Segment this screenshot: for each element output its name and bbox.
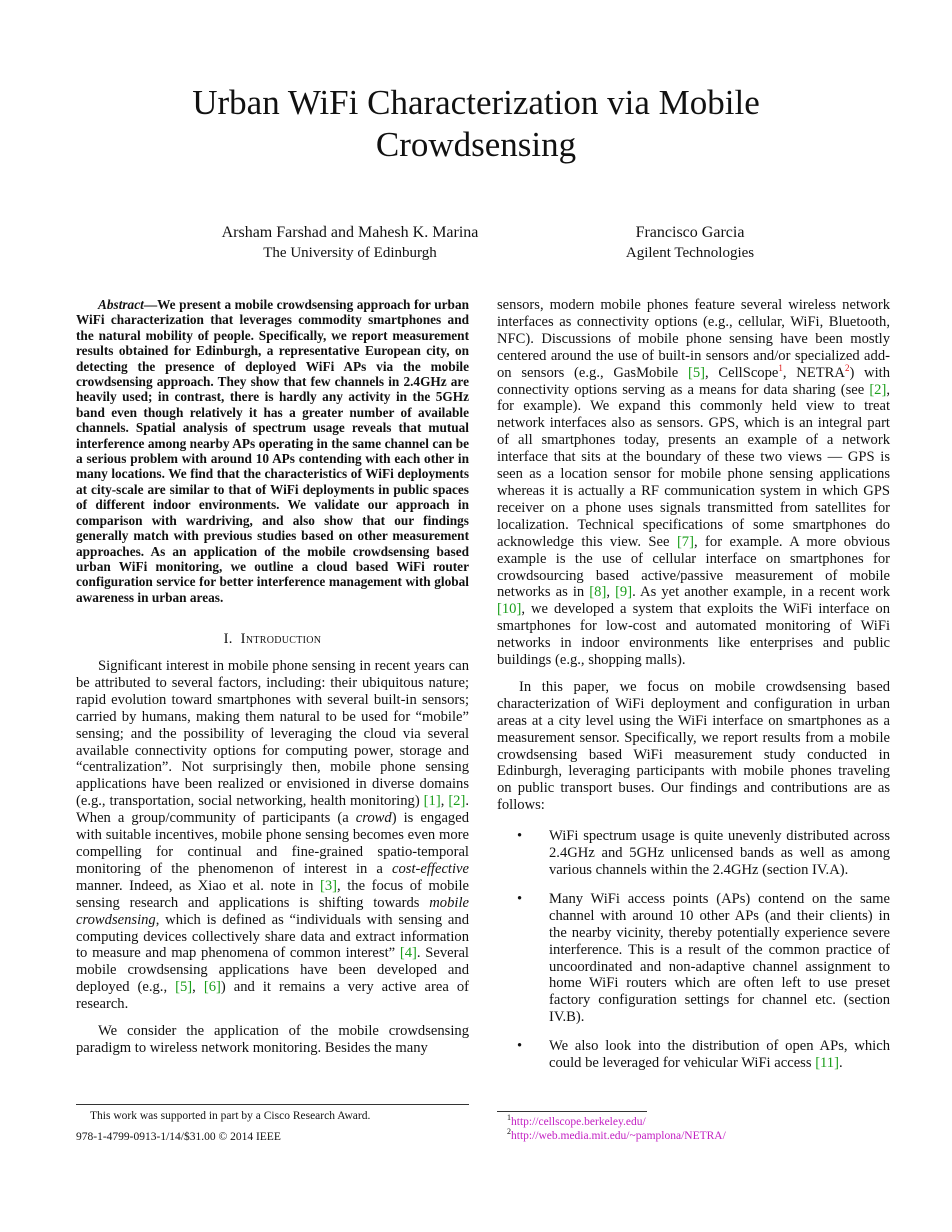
right-column: [497, 297, 890, 1084]
abstract-text: We present a mobile crowdsensing approach for urban WiFi characterization that leverages commodity smartphones and the natural mobility of people. Specifically, we report measurement results obtained for Edinburgh, a representative European city, on detecting the presence of deployed WiFi APs via the mobile crowdsensing approach. They show that few channels in 2.4GHz are heavily used; in contrast, there is hardly any activity in the 5GHz band even though relatively it has a greater number of available channels. Spatial analysis of spectrum usage reveals that mutual interference among nearby APs operating in the same channel can be a serious problem with around 10 APs contending with each other in many locations. We find that the characteristics of WiFi deployments at city-scale are similar to that of WiFi deployments in public spaces of different indoor environments. We validate our approach in comparison with wardriving, and also show that our findings generally match with previous studies based on other measurement approaches. As an application of the mobile crowdsensing based urban WiFi monitoring, we outline a cloud based WiFi router configuration service for better interference management with global awareness in urban areas.: [76, 297, 469, 605]
citation-link[interactable]: [2]: [869, 381, 887, 398]
list-item: • We also look into the distribution of open APs, which could be leveraged for vehicular WiFi access [11].: [517, 1038, 890, 1072]
right-paragraph-2: In this paper, we focus on mobile crowdsensing based characterization of WiFi deployment and configuration in urban areas at a city level using the WiFi interface on smartphones as a measurement sensor. Specifically, we report results from a mobile crowdsensing based WiFi measurement study conducted in Edinburgh, leveraging participants with mobile phones traveling on public transport buses. Our findings and contributions are as follows:: [497, 678, 890, 814]
copyright-note: 978-1-4799-0913-1/14/$31.00 © 2014 IEEE: [76, 1131, 281, 1143]
abstract-label: Abstract: [98, 297, 144, 312]
citation-link[interactable]: [9]: [615, 584, 633, 601]
footnote-divider: [497, 1111, 647, 1112]
citation-link[interactable]: [6]: [203, 979, 221, 996]
intro-paragraph-1: Significant interest in mobile phone sensing in recent years can be attributed to several factors, including: their ubiquitous nature; rapid evolution toward smartphones with several built-in sensors; carried by humans, making them natural to be used for “mobile” sensing; and the possibility of leveraging the cloud via several available connectivity options for computing power, storage and “centralization”. Not surprisingly then, mobile phone sensing applications have been realized or envisioned in diverse domains (e.g., transportation, social networking, health monitoring) [1], [2]. When a group/community of participants (a crowd) is engaged with suitable incentives, mobile phone sensing becomes even more compelling for continual and fine-grained spatio-temporal monitoring of the phenomenon of interest in a cost-effective manner. Indeed, as Xiao et al. note in [3], the focus of mobile sensing research and applications is shifting towards mobile crowdsensing, which is defined as “individuals with sensing and computing devices collectively share data and extract information to measure and map phenomena of common interest” [4]. Several mobile crowdsensing applications have been developed and deployed (e.g., [5], [6]) and it remains a very active area of research.: [76, 658, 470, 1013]
author-names: Francisco Garcia: [635, 224, 745, 241]
footnote-marker[interactable]: 2: [844, 362, 850, 373]
intro-paragraph-2: We consider the application of the mobile crowdsensing paradigm to wireless network monitoring. Besides the many: [76, 1023, 469, 1056]
citation-link[interactable]: [3]: [320, 877, 338, 894]
list-item: • Many WiFi access points (APs) contend on the same channel with around 10 other APs (and their clients) in the nearby vicinity, thereby potentially experience severe interference. This is a result of the common practice of uncoordinated and non-adaptive channel assignment to home WiFi routers which are often left to use preset factory configuration settings for channel etc. (section IV.B).: [517, 890, 890, 1026]
citation-link[interactable]: [10]: [497, 601, 522, 618]
citation-link[interactable]: [1]: [423, 793, 441, 810]
bullet-icon: •: [517, 828, 523, 845]
section-heading: I. Introduction: [223, 631, 322, 648]
paper-title: Urban WiFi Characterization via Mobile Crowdsensing: [192, 83, 760, 164]
citation-link[interactable]: [11]: [815, 1055, 839, 1072]
author-names: Arsham Farshad and Mahesh K. Marina: [221, 224, 479, 241]
left-column: [76, 297, 469, 1057]
footnote-url-link[interactable]: http://cellscope.berkeley.edu/: [511, 1116, 646, 1128]
right-paragraph-1: sensors, modern mobile phones feature several wireless network interfaces as connectivity options (e.g., cellular, WiFi, Bluetooth, NFC). Discussions of mobile phone sensing have been mostly centered around the use of built-in sensors and/or specialized add-on sensors (e.g., GasMobile [5], CellScope$^1$, NETRA$^2$) with connectivity options serving as a means for data sharing (see [2], for example). We expand this commonly held view to treat network interfaces also as sensors. GPS, which is an integral part of all smartphones today, presents an example of a network interface that sits at the boundary of these two views — GPS is seen as a location sensor for mobile phone sensing applications whereas it is actually a RF communication system in which GPS receiver on a phone uses signals transmitted from satellites for localization. Technical specifications of some smartphones do acknowledge this view. See [7], for example. A more obvious example is the use of cellular interface on smartphones for crowdsourcing based active/passive measurement of mobile networks as in [8], [9]. As yet another example, in a recent work [10], we developed a system that exploits the WiFi interface on smartphones for low-cost and automated monitoring of WiFi networks in indoor environments like enterprises and public buildings (e.g., shopping malls).: [497, 297, 890, 669]
citation-link[interactable]: [7]: [676, 533, 694, 550]
footnote-item: $^1$http://cellscope.berkeley.edu/: [507, 1113, 646, 1128]
footnote-divider: [76, 1104, 469, 1105]
citation-link[interactable]: [2]: [448, 793, 466, 810]
contributions-list: [497, 828, 890, 1072]
author-block-2: [595, 223, 785, 263]
citation-link[interactable]: [5]: [687, 364, 705, 381]
footnote-marker[interactable]: 1: [778, 362, 783, 373]
abstract: Abstract—We present a mobile crowdsensing approach for urban WiFi characterization that leverages commodity smartphones and the natural mobility of people. Specifically, we report measurement results obtained for Edinburgh, a representative European city, on detecting the presence of deployed WiFi APs via the mobile crowdsensing approach. They show that few channels in 2.4GHz are heavily used; in contrast, there is hardly any activity in the 5GHz band even though relatively it has a greater number of available channels. Spatial analysis of spectrum usage reveals that mutual interference among nearby APs operating in the same channel can be a serious problem with around 10 APs contending with each other in many locations. We find that the characteristics of WiFi deployments at city-scale are similar to that of WiFi deployments in public spaces of different indoor environments. We validate our approach in comparison with wardriving, and also show that our findings generally match with previous studies based on other measurement approaches. As an application of the mobile crowdsensing based urban WiFi monitoring, we outline a cloud based WiFi router configuration service for better interference management with global awareness in urban areas.: [76, 297, 469, 605]
author-block-1: [205, 223, 495, 263]
citation-link[interactable]: [5]: [175, 979, 193, 996]
list-item: • WiFi spectrum usage is quite unevenly distributed across 2.4GHz and 5GHz unlicensed bands as well as among various channels within the 2.4GHz (section IV.A).: [517, 828, 890, 878]
footnotes-right: [507, 1115, 887, 1143]
funding-note: This work was supported in part by a Cisco Research Award.: [90, 1110, 371, 1122]
footnote-item: $^2$http://web.media.mit.edu/~pamplona/NETRA/: [507, 1127, 726, 1142]
citation-link[interactable]: [4]: [399, 945, 417, 962]
bullet-icon: •: [517, 1038, 523, 1055]
footnote-left: [76, 1109, 469, 1144]
citation-link[interactable]: [8]: [589, 584, 607, 601]
author-affiliation: Agilent Technologies: [625, 245, 755, 261]
footnote-url-link[interactable]: http://web.media.mit.edu/~pamplona/NETRA/: [511, 1130, 726, 1142]
bullet-icon: •: [517, 890, 523, 907]
author-affiliation: The University of Edinburgh: [263, 245, 437, 261]
